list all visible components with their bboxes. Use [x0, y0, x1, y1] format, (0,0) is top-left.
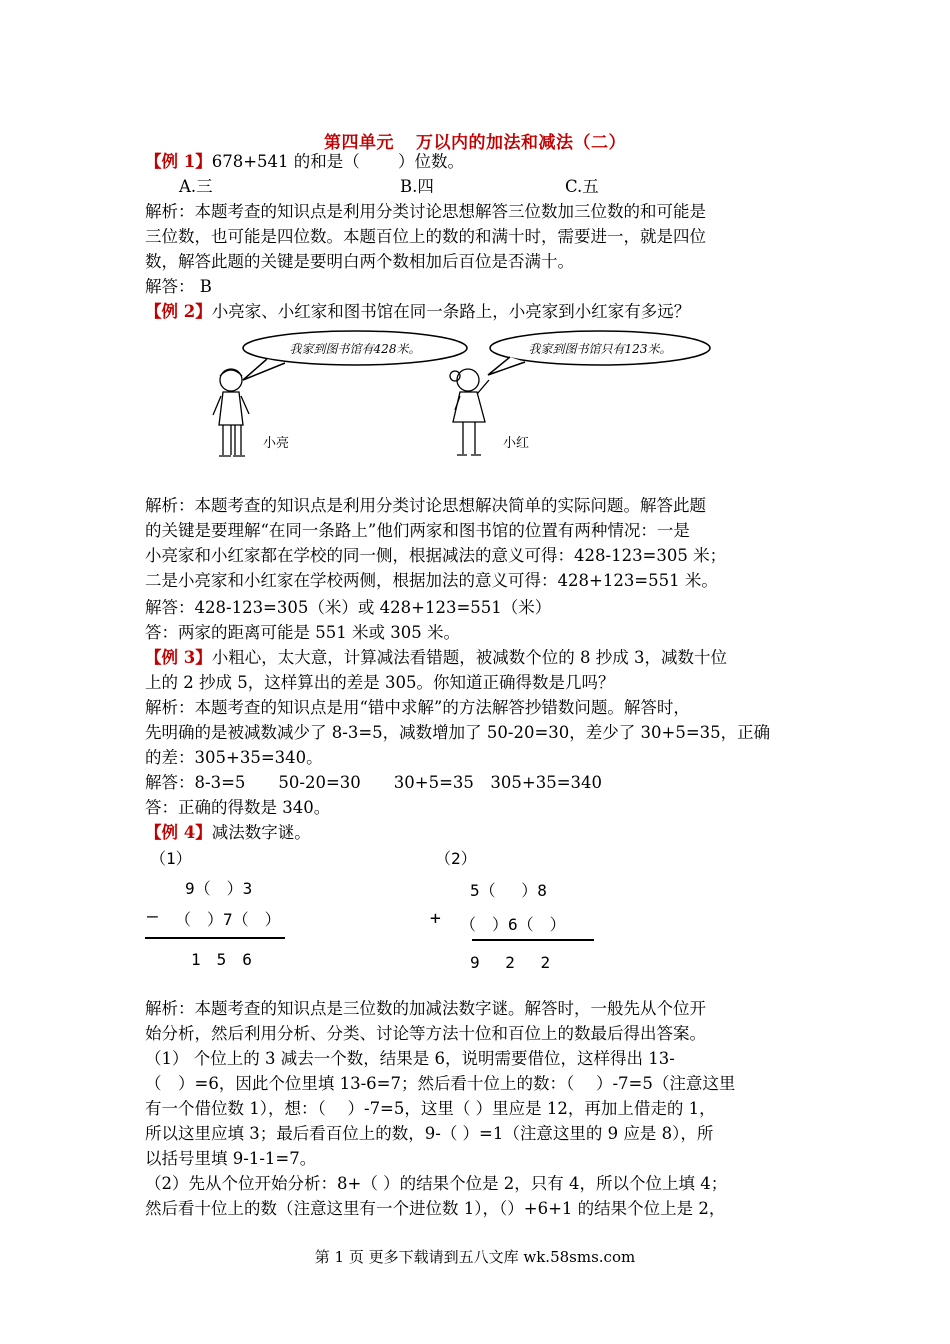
ex2-analysis-line: 的关键是要理解“在同一条路上”他们两家和图书馆的位置有两种情况：一是: [145, 521, 690, 540]
ex4-analysis-line: （2）先从个位开始分析：8+（ ）的结果个位是 2，只有 4，所以个位上填 4；: [145, 1174, 728, 1193]
title-topic: 万以内的加法和减法（二）: [416, 133, 626, 153]
ex3-analysis-line: 解析：本题考查的知识点是用“错中求解”的方法解答抄错数问题。解答时，: [145, 698, 690, 717]
ex1-label: 【例 1】: [145, 152, 212, 171]
ex1-analysis-line: 解析：本题考查的知识点是利用分类讨论思想解答三位数加三位数的和可能是: [145, 202, 706, 221]
ex2-illustration-svg: [205, 330, 725, 470]
ex4-analysis-line: 以括号里填 9-1-1=7。: [145, 1149, 317, 1168]
puzzle-1-rule: [145, 937, 285, 939]
ex1-option-c: C.五: [565, 177, 599, 196]
puzzle-1-row1: 9（ ）3: [185, 879, 253, 898]
puzzle-2-row2: （ ）6（ ）: [460, 915, 566, 934]
ex3-question: 小粗心，太大意，计算减法看错题，被减数个位的 8 抄成 3，减数十位: [211, 648, 727, 667]
ex2-answer: 解答：428-123=305（米）或 428+123=551（米）: [145, 598, 552, 617]
ex4-analysis-line: 解析：本题考查的知识点是三位数的加减法数字谜。解答时，一般先从个位开: [145, 999, 706, 1018]
ex2-final: 答：两家的距离可能是 551 米或 305 米。: [145, 623, 460, 642]
ex2-analysis-line: 小亮家和小红家都在学校的同一侧，根据减法的意义可得：428-123=305 米；: [145, 546, 727, 565]
ex4-analysis-line: 所以这里应填 3；最后看百位上的数，9-（ ）=1（注意这里的 9 应是 8），所: [145, 1124, 714, 1143]
page-footer: 第 1 页 更多下载请到五八文库 wk.58sms.com: [314, 1248, 636, 1266]
puzzle-2: [430, 846, 610, 976]
ex3-question-line2: 上的 2 抄成 5，这样算出的差是 305。你知道正确得数是几吗？: [145, 673, 615, 692]
puzzle-2-row1: 5（ ）8: [470, 881, 547, 900]
puzzle-2-rule: [472, 939, 594, 941]
ex3-label: 【例 3】: [145, 648, 212, 667]
speech-bubble-right: [488, 331, 710, 375]
ex2-illustration: [205, 330, 725, 470]
bubble-right-text: 我家到图书馆只有123米。: [528, 342, 672, 356]
ex4-analysis-line: 始分析，然后利用分析、分类、讨论等方法十位和百位上的数最后得出答案。: [145, 1024, 706, 1043]
puzzle-2-tag: （2）: [435, 849, 477, 868]
ex1-analysis-line: 数，解答此题的关键是要明白两个数相加后百位是否满十。: [145, 252, 574, 271]
ex3-final: 答：正确的得数是 340。: [145, 798, 331, 817]
ex1-question: 678+541 的和是（ ）位数。: [211, 152, 465, 171]
puzzle-1: [145, 846, 315, 976]
ex3-answer: 解答：8-3=5 50-20=30 30+5=35 305+35=340: [145, 773, 603, 792]
puzzle-1-row2: （ ）7（ ）: [175, 910, 281, 929]
title-unit: 第四单元: [324, 133, 394, 153]
bubble-left-text: 我家到图书馆有428米。: [289, 342, 421, 356]
ex3-question-line: [145, 646, 825, 670]
ex2-question-line: [145, 300, 825, 324]
puzzle-1-tag: （1）: [150, 849, 192, 868]
puzzle-1-operator: —: [147, 906, 158, 927]
boy-name: 小亮: [263, 436, 290, 451]
ex3-analysis-line: 先明确的是被减数减少了 8-3=5，减数增加了 50-20=30，差少了 30+5=35，正确: [145, 723, 771, 742]
ex4-question-line: [145, 821, 825, 845]
ex2-analysis-line: 解析：本题考查的知识点是利用分类讨论思想解决简单的实际问题。解答此题: [145, 496, 706, 515]
ex1-question-line: [145, 150, 825, 174]
ex2-label: 【例 2】: [145, 302, 212, 321]
ex4-analysis-line: （ ）=6，因此个位里填 13-6=7；然后看十位上的数：（ ）-7=5（注意这里: [145, 1074, 736, 1093]
ex1-option-a: A.三: [179, 177, 213, 196]
ex3-analysis-line: 的差：305+35=340。: [145, 748, 323, 767]
ex4-analysis-line: 有一个借位数 1），想：（ ）-7=5，这里（ ）里应是 12，再加上借走的 1，: [145, 1099, 716, 1118]
boy-figure-icon: [213, 369, 249, 456]
puzzle-2-operator: +: [430, 908, 441, 929]
ex4-question: 减法数字谜。: [211, 823, 311, 842]
ex1-analysis-line: 三位数，也可能是四位数。本题百位上的数的和满十时，需要进一，就是四位: [145, 227, 706, 246]
puzzle-1-result: 1 5 6: [191, 950, 252, 969]
girl-name: 小红: [503, 436, 530, 451]
ex1-answer: 解答： B: [145, 277, 212, 296]
girl-figure-icon: [450, 369, 489, 455]
ex2-analysis-line: 二是小亮家和小红家在学校两侧，根据加法的意义可得：428+123=551 米。: [145, 571, 718, 590]
puzzle-2-result: 9 2 2: [470, 953, 551, 972]
ex4-analysis-line: （1） 个位上的 3 减去一个数，结果是 6，说明需要借位，这样得出 13-: [145, 1049, 675, 1068]
ex4-label: 【例 4】: [145, 823, 212, 842]
speech-bubble-left: [243, 331, 467, 380]
ex1-option-b: B.四: [400, 177, 434, 196]
ex2-question: 小亮家、小红家和图书馆在同一条路上，小亮家到小红家有多远？: [211, 302, 691, 321]
ex4-analysis-line: 然后看十位上的数（注意这里有一个进位数 1），（）+6+1 的结果个位上是 2，: [145, 1199, 726, 1218]
